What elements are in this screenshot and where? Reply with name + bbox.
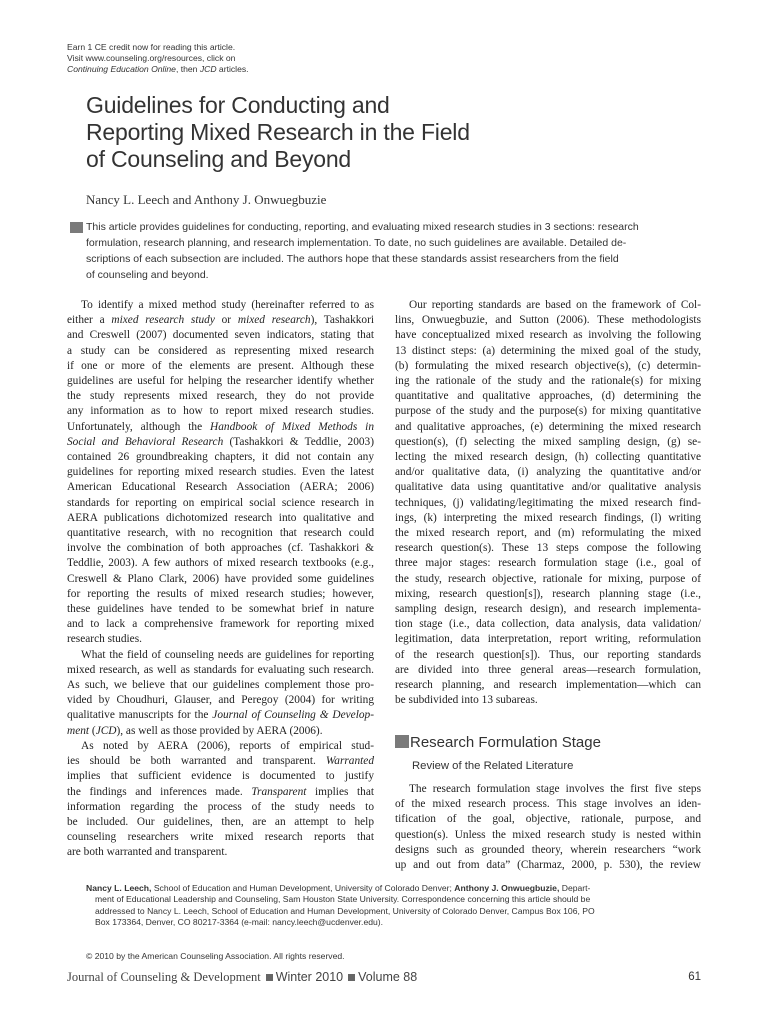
body-line: guidelines are useful for helping the researcher identify whether	[67, 375, 374, 388]
section-marker	[395, 735, 409, 748]
body-line: As such, we believe that our guidelines complement those pro-	[67, 679, 374, 692]
body-line: guidelines for reporting mixed research studies. Even the latest	[67, 466, 374, 479]
body-line: standards for reporting on empirical social science research in	[67, 496, 374, 509]
body-line: lecting the mixed research design, (h) collecting quantitative	[395, 451, 701, 464]
body-line: have conceptualized mixed research as involving the following	[395, 329, 701, 342]
body-line: AERA publications dichotomized research into qualitative and	[67, 511, 374, 524]
body-line: research studies.	[67, 633, 142, 646]
subsection-heading: Review of the Related Literature	[412, 760, 574, 772]
body-line: implies that sufficient evidence is documented to justify	[67, 770, 374, 783]
body-line: research planning, and research implementation—which can	[395, 679, 701, 692]
body-line: and to lack a comprehensive framework for reporting mixed	[67, 618, 374, 631]
body-line: To identify a mixed method study (hereinafter referred to as	[81, 299, 374, 311]
abstract-line: formulation, research planning, and research implementation. To date, no such guidelines are available. Detailed de-	[86, 237, 627, 249]
body-line: tion stage (i.e., data collection, data analysis, data validation/	[395, 618, 701, 631]
body-line: vided by Choudhuri, Glauser, and Peregoy (2004) for writing	[67, 694, 374, 707]
volume-label: Volume 88	[358, 970, 418, 984]
body-line: lins, Onwuegbuzie, and Sutton (2006). These methodologists	[395, 314, 701, 327]
body-line: sampling design, research design), and research implementa-	[395, 603, 701, 616]
body-line: techniques, (j) validating/legitimating the mixed research find-	[395, 496, 701, 509]
body-line: The research formulation stage involves the first five steps	[409, 783, 701, 795]
body-line: three major stages: research formulation stage (i.e., goal of	[395, 557, 701, 570]
body-line: the study, research objective, rationale for mixing, purpose of	[395, 572, 701, 585]
body-line: ment (JCD), as well as those provided by AERA (2006).	[67, 724, 323, 737]
abstract	[70, 219, 676, 283]
body-line: information regarding the process of the study needs to	[67, 800, 374, 813]
affiliation-line: ment of Educational Leadership and Counseling, Sam Houston State University. Correspondence concerning this article should be	[95, 894, 591, 905]
body-line: of the research question[s]). Thus, our reporting standards	[395, 648, 701, 661]
body-line: the mixed research report, and (m) reformulating the mixed	[395, 527, 701, 540]
body-line: of the mixed research process. This stage involves an iden-	[395, 798, 701, 811]
body-line: up and out from data” (Charmaz, 2000, p. 530), the review	[395, 859, 701, 872]
body-line: these guidelines have tended to be somewhat brief in nature	[67, 603, 374, 616]
body-line: contained 26 groundbreaking chapters, it did not contain any	[67, 451, 374, 464]
body-line: either a mixed research study or mixed research), Tashakkori	[67, 314, 375, 327]
body-line: qualitative manuscripts for the Journal of Counseling & Develop-	[67, 709, 374, 722]
issue-label: Winter 2010	[275, 970, 344, 984]
separator-square-icon	[266, 974, 273, 981]
body-line: a study can be considered as representing mixed research	[67, 344, 374, 357]
body-line: mixing, research question[s]), research planning stage (i.e.,	[395, 587, 701, 600]
affiliation-line: Box 173364, Denver, CO 80217-3364 (e-mail: nancy.leech@ucdenver.edu).	[95, 916, 384, 927]
body-line: Teddlie, 2003). A few authors of mixed research textbooks (e.g.,	[67, 557, 374, 570]
body-line: (b) formulating the mixed research objective(s), (c) determin-	[395, 359, 701, 372]
body-line: and qualitative approaches, (e) determining the mixed research	[395, 420, 701, 433]
body-line: ings, (k) interpreting the mixed research findings, (l) writing	[395, 511, 701, 524]
body-line: quantitative and qualitative approaches, (d) determining the	[395, 390, 701, 403]
body-line: Creswell & Plano Clark, 2006) have provided some guidelines	[67, 572, 374, 585]
page-number: 61	[688, 971, 701, 983]
body-line: question(s). Unless the mixed research study is nested within	[395, 828, 701, 841]
body-line: the study represents mixed research, they do not provide	[67, 390, 374, 403]
abstract-line: This article provides guidelines for conducting, reporting, and evaluating mixed research studies in 3 sections: research	[86, 221, 639, 233]
body-line: American Educational Research Association (AERA; 2006)	[67, 481, 374, 494]
body-line: As noted by AERA (2006), reports of empirical stud-	[81, 739, 374, 752]
body-line: the findings and inferences made. Transparent implies that	[67, 785, 374, 798]
ce-note-line: Visit www.counseling.org/resources, click on	[67, 53, 236, 63]
body-line: quantitative research, with no recognition that research could	[67, 527, 374, 540]
body-line: mixed research, as well as standards for evaluating such research.	[67, 663, 374, 676]
title-line: Reporting Mixed Research in the Field	[86, 119, 470, 145]
body-line: legitimation, data interpretation, report writing, reformulation	[395, 633, 701, 646]
ce-credit-note	[67, 42, 249, 75]
journal-name: Journal of Counseling & Development	[67, 970, 261, 984]
body-line: are both warranted and transparent.	[67, 846, 228, 859]
body-line: counseling researchers write mixed research reports that	[67, 831, 374, 844]
body-line: for reporting the results of mixed research studies; however,	[67, 587, 374, 600]
body-line: be subdivided into 13 subareas.	[395, 694, 538, 707]
abstract-marker	[70, 222, 83, 233]
body-line: any information as to how to report mixed research studies.	[67, 405, 374, 418]
abstract-line: scriptions of each subsection are included. The authors hope that these standards assist researchers from the field	[86, 253, 619, 265]
section-heading-text: Research Formulation Stage	[410, 734, 601, 751]
body-column-left	[67, 298, 374, 861]
body-line: Our reporting standards are based on the framework of Col-	[409, 299, 701, 311]
ce-note-line: Continuing Education Online, then JCD articles.	[67, 64, 249, 74]
title-line: Guidelines for Conducting and	[86, 92, 390, 118]
body-column-right	[395, 298, 701, 708]
body-line: research question(s). These 13 steps compose the following	[395, 542, 701, 555]
body-line: question(s), (f) selecting the mixed sampling design, (g) se-	[395, 435, 701, 448]
body-line: What the field of counseling needs are guidelines for reporting	[81, 648, 374, 661]
author-line: Nancy L. Leech and Anthony J. Onwuegbuzie	[86, 192, 327, 207]
abstract-line: of counseling and beyond.	[86, 269, 209, 281]
copyright-notice: © 2010 by the American Counseling Association. All rights reserved.	[86, 951, 345, 961]
body-line: and Creswell (2007) documented seven indicators, stating that	[67, 329, 374, 342]
ce-note-line: Earn 1 CE credit now for reading this article.	[67, 42, 236, 52]
body-line: ies should be both warranted and transparent. Warranted	[67, 755, 374, 768]
body-line: purpose of the study and the purpose(s) for mixing quantitative	[395, 405, 701, 418]
body-line: tification of the goal, objective, rationale, purpose, and	[395, 813, 701, 826]
body-line: if one or more of the elements are present. Although these	[67, 359, 374, 372]
author-affiliation	[86, 883, 686, 928]
body-line: ing the rationale of the study and the rationale(s) for mixing	[395, 375, 701, 388]
section-heading	[395, 734, 601, 752]
body-column-right-continued	[395, 782, 701, 873]
body-line: are divided into three general areas—research formulation,	[395, 663, 701, 676]
body-line: involve the combination of both approaches (cf. Tashakkori &	[67, 542, 374, 555]
body-line: Social and Behavioral Research (Tashakkori & Teddlie, 2003)	[67, 435, 374, 448]
affiliation-line: addressed to Nancy L. Leech, School of Education and Human Development, University of Colorado Denver, Campus Box 106, PO	[95, 905, 595, 916]
body-line: Unfortunately, although the Handbook of Mixed Methods in	[67, 420, 374, 433]
body-line: qualitative data using quantitative and/or qualitative analysis	[395, 481, 701, 494]
page-footer	[67, 970, 701, 986]
title-line: of Counseling and Beyond	[86, 146, 352, 172]
body-line: and/or qualitative data, (i) analyzing the quantitative and/or	[395, 466, 701, 479]
article-title	[86, 92, 686, 173]
body-line: 13 distinct steps: (a) determining the mixed goal of the study,	[395, 344, 701, 357]
body-line: be included. Our guidelines, then, are an attempt to help	[67, 815, 374, 828]
body-line: designs such as grounded theory, wherein researchers “work	[395, 843, 701, 856]
affiliation-line: Nancy L. Leech, School of Education and Human Development, University of Colorado Denver; Anthony J. Onwuegbuzie, Depart-	[86, 883, 591, 893]
separator-square-icon	[348, 974, 355, 981]
journal-info	[67, 970, 417, 985]
